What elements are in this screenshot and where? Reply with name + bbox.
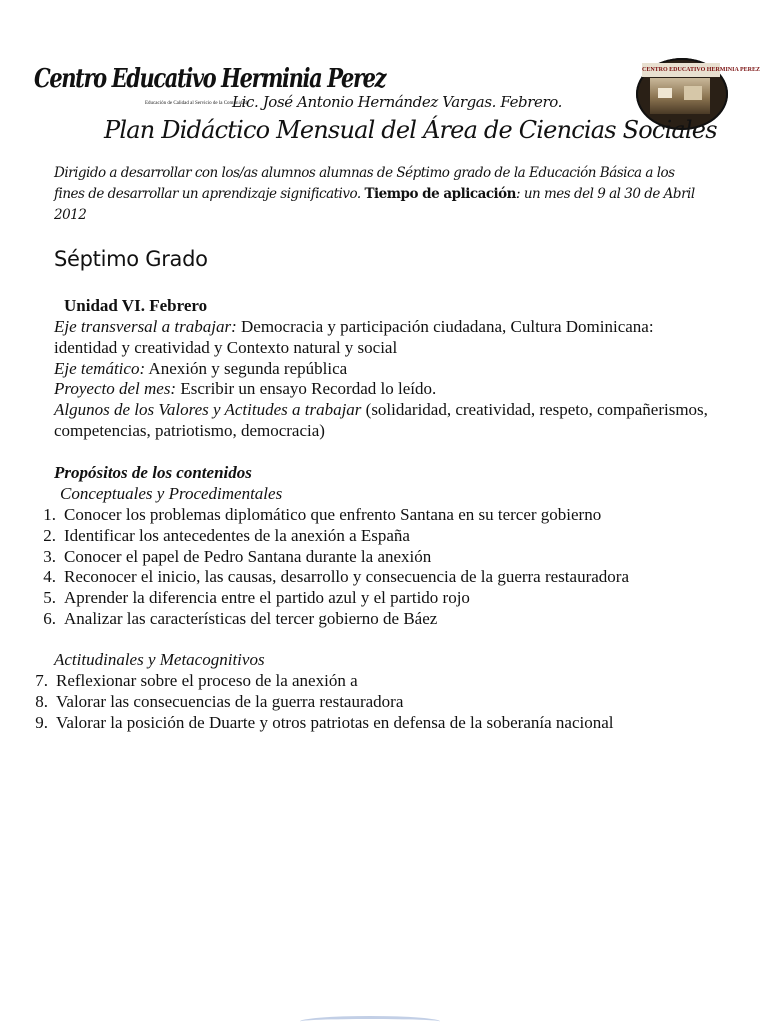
- proyecto-label: Proyecto del mes:: [54, 379, 177, 399]
- page-title: Plan Didáctico Mensual del Área de Ciencias Sociales: [104, 116, 717, 144]
- unit-title: Unidad VI. Febrero: [64, 296, 208, 315]
- item-text: Conocer los problemas diplomático que enfrento Santana en su tercer gobierno: [64, 505, 602, 524]
- list-item: [26, 692, 613, 713]
- item-number: 8.: [35, 691, 48, 711]
- eje-transversal-label: Eje transversal a trabajar:: [54, 317, 237, 336]
- list-item: [34, 526, 629, 547]
- attitudinal-heading: Actitudinales y Metacognitivos: [54, 650, 265, 669]
- item-text: Aprender la diferencia entre el partido azul y el partido rojo: [64, 588, 470, 608]
- valores: [54, 400, 714, 442]
- time-label: Tiempo de aplicación: [364, 186, 516, 202]
- eje-transversal: [54, 317, 714, 359]
- list-item: [26, 713, 613, 734]
- conceptual-list: [34, 505, 629, 630]
- conceptual-heading: Conceptuales y Procedimentales: [60, 484, 283, 503]
- unit-info: [54, 317, 714, 442]
- logo-building-photo: [650, 78, 710, 114]
- list-item: [34, 588, 629, 609]
- eje-transversal-value: Democracia y participación ciudadana, Cultura Dominicana: identidad y creatividad y Contexto natural y social: [54, 317, 654, 357]
- item-number: 4.: [43, 567, 56, 587]
- item-number: 1.: [43, 505, 56, 524]
- item-text: Reconocer el inicio, las causas, desarrollo y consecuencia de la guerra restauradora: [64, 567, 629, 587]
- eje-tematico: [54, 359, 714, 380]
- school-name: Centro Educativo Herminia Perez: [34, 62, 386, 94]
- item-number: 3.: [43, 546, 56, 566]
- time-value: : un mes del 9 al 30 de Abril 2012: [54, 186, 695, 223]
- item-text: Conocer el papel de Pedro Santana durante la anexión: [64, 546, 432, 566]
- valores-label: Algunos de los Valores y Actitudes a trabajar: [54, 400, 362, 420]
- item-number: 6.: [43, 608, 56, 628]
- intro-text: Dirigido a desarrollar con los/as alumnos alumnas de Séptimo grado de la Educación Básica a los fines de desarrollar un aprendizaje significativo.: [54, 165, 675, 202]
- list-item: [34, 567, 629, 588]
- valores-value: (solidaridad, creatividad, respeto, compañerismos, competencias, patriotismo, democracia): [54, 400, 708, 440]
- purposes-heading: Propósitos de los contenidos: [54, 463, 252, 482]
- attitudinal-list: [26, 671, 613, 733]
- author-line: Lic. José Antonio Hernández Vargas. Febrero.: [232, 93, 563, 111]
- item-text: Identificar los antecedentes de la anexión a España: [64, 525, 410, 545]
- item-text: Analizar las características del tercer gobierno de Báez: [64, 608, 438, 628]
- item-number: 2.: [43, 525, 56, 545]
- school-motto: Educación de Calidad al Servicio de la Comunidad: [145, 101, 248, 106]
- item-number: 5.: [43, 588, 56, 608]
- proyecto-value: Escribir un ensayo Recordad lo leído.: [180, 379, 437, 399]
- list-item: [34, 505, 629, 526]
- item-number: 9.: [35, 712, 48, 732]
- list-item: [34, 609, 629, 630]
- eje-tematico-value: Anexión y segunda república: [148, 358, 348, 378]
- list-item: [34, 547, 629, 568]
- proyecto: [54, 379, 714, 400]
- item-text: Valorar la posición de Duarte y otros patriotas en defensa de la soberanía nacional: [56, 712, 614, 732]
- eje-tematico-label: Eje temático:: [54, 358, 146, 378]
- item-text: Valorar las consecuencias de la guerra restauradora: [56, 691, 404, 711]
- footer-decoration: [300, 1016, 440, 1027]
- list-item: [26, 671, 613, 692]
- intro-paragraph: [54, 163, 702, 226]
- grade-heading: Séptimo Grado: [54, 247, 208, 271]
- logo-banner: CENTRO EDUCATIVO HERMINIA PEREZ: [642, 63, 720, 77]
- item-number: 7.: [35, 671, 48, 690]
- item-text: Reflexionar sobre el proceso de la anexión a: [56, 671, 358, 690]
